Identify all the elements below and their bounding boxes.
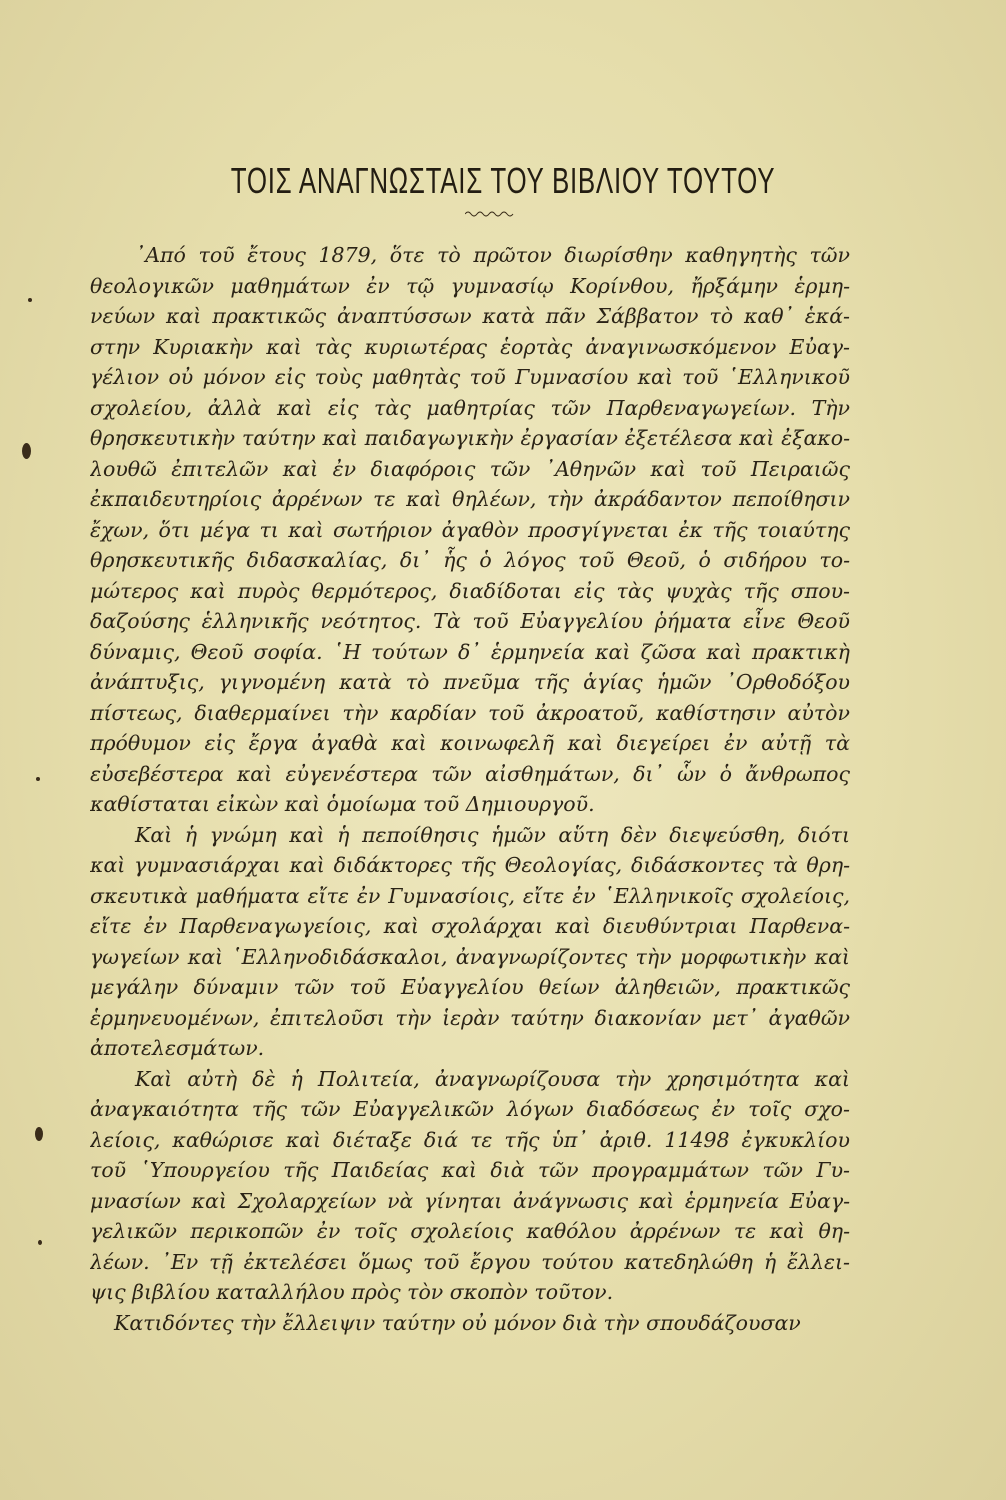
text-line: γελικῶν περικοπῶν ἐν τοῖς σχολείοις καθόλου ἀρρένων τε καὶ θη- — [90, 1219, 850, 1243]
text-line: εἴτε ἐν Παρθεναγωγείοις, καὶ σχολάρχαι καὶ διευθύντριαι Παρθενα- — [90, 914, 850, 938]
margin-ink-spot — [38, 1240, 42, 1245]
text-line: ἀποτελεσμάτων. — [90, 1036, 265, 1060]
text-line: ἐκπαιδευτηρίοις ἀρρένων τε καὶ θηλέων, τὴν ἀκράδαντον πεποίθησιν — [90, 487, 850, 511]
text-line: νεύων καὶ πρακτικῶς ἀναπτύσσων κατὰ πᾶν Σάββατον τὸ καθ᾿ ἑκά- — [90, 304, 850, 328]
text-line: πίστεως, διαθερμαίνει τὴν καρδίαν τοῦ ἀκροατοῦ, καθίστησιν αὐτὸν — [90, 700, 850, 725]
text-line: γέλιον οὐ μόνον εἰς τοὺς μαθητὰς τοῦ Γυμνασίου καὶ τοῦ ῾Ελληνικοῦ — [90, 365, 850, 389]
margin-ink-spot — [36, 777, 40, 781]
text-line: γωγείων καὶ ῾Ελληνοδιδάσκαλοι, ἀναγνωρίζοντες τὴν μορφωτικὴν καὶ — [90, 944, 850, 969]
text-line: ἔχων, ὅτι μέγα τι καὶ σωτήριον ἀγαθὸν προσγίγνεται ἐκ τῆς τοιαύτης — [90, 517, 850, 542]
text-line: θεολογικῶν μαθημάτων ἐν τῷ γυμνασίῳ Κορίνθου, ἤρξάμην ἑρμη- — [90, 273, 850, 298]
text-line: δαζούσης ἑλληνικῆς νεότητος. Τὰ τοῦ Εὐαγγελίου ῥήματα εἶνε Θεοῦ — [90, 609, 850, 633]
text-line: ἀνάπτυξις, γιγνομένη κατὰ τὸ πνεῦμα τῆς ἁγίας ἡμῶν ᾿Ορθοδόξου — [90, 670, 850, 694]
text-line: σχολείου, ἀλλὰ καὶ εἰς τὰς μαθητρίας τῶν Παρθεναγωγείων. Τὴν — [90, 395, 850, 420]
text-line: Κατιδόντες τὴν ἔλλειψιν ταύτην οὐ μόνον διὰ τὴν σπουδάζουσαν — [114, 1310, 801, 1335]
title-ornament — [465, 210, 515, 218]
text-line: εὐσεβέστερα καὶ εὐγενέστερα τῶν αἰσθημάτων, δι᾿ ὧν ὁ ἄνθρωπος — [90, 761, 850, 786]
text-line: ἑρμηνευομένων, ἐπιτελοῦσι τὴν ἱερὰν ταύτην διακονίαν μετ᾿ ἀγαθῶν — [90, 1005, 850, 1030]
paragraph — [90, 1064, 850, 1308]
paragraph — [90, 1308, 850, 1339]
text-line: πρόθυμον εἰς ἔργα ἀγαθὰ καὶ κοινωφελῆ καὶ διεγείρει ἐν αὐτῇ τὰ — [90, 731, 850, 755]
text-line: μώτερος καὶ πυρὸς θερμότερος, διαδίδοται εἰς τὰς ψυχὰς τῆς σπου- — [90, 578, 850, 603]
text-line: λουθῶ ἐπιτελῶν καὶ ἐν διαφόροις τῶν ᾿Αθηνῶν καὶ τοῦ Πειραιῶς — [90, 456, 850, 481]
text-line: ψις βιβλίου καταλλήλου πρὸς τὸν σκοπὸν τοῦτον. — [90, 1280, 614, 1304]
body-text — [90, 240, 850, 1338]
paragraph — [90, 240, 850, 820]
text-line: ᾿Από τοῦ ἔτους 1879, ὅτε τὸ πρῶτον διωρίσθην καθηγητὴς τῶν — [135, 243, 850, 267]
text-line: στην Κυριακὴν καὶ τὰς κυριωτέρας ἑορτὰς ἀναγινωσκόμενον Εὐαγ- — [90, 334, 850, 359]
text-line: Καὶ αὐτὴ δὲ ἡ Πολιτεία, ἀναγνωρίζουσα τὴν χρησιμότητα καὶ — [135, 1066, 850, 1091]
margin-ink-spot — [22, 443, 31, 459]
text-line: καθίσταται εἰκὼν καὶ ὁμοίωμα τοῦ Δημιουργοῦ. — [90, 792, 595, 816]
text-line: μνασίων καὶ Σχολαρχείων νὰ γίνηται ἀνάγνωσις καὶ ἑρμηνεία Εὐαγ- — [90, 1188, 850, 1213]
text-line: θρησκευτικὴν ταύτην καὶ παιδαγωγικὴν ἐργασίαν ἐξετέλεσα καὶ ἐξακο- — [90, 426, 850, 450]
text-line: δύναμις, Θεοῦ σοφία. ῾Η τούτων δ᾿ ἑρμηνεία καὶ ζῶσα καὶ πρακτικὴ — [90, 639, 850, 664]
text-line: Καὶ ἡ γνώμη καὶ ἡ πεποίθησις ἡμῶν αὕτη δὲν διεψεύσθη, διότι — [135, 822, 850, 847]
page-title: ΤΟΙΣ ΑΝΑΓΝΩΣΤΑΙΣ ΤΟΥ ΒΙΒΛΙΟΥ ΤΟΥΤΟΥ — [230, 160, 776, 201]
text-line: θρησκευτικῆς διδασκαλίας, δι᾿ ἧς ὁ λόγος τοῦ Θεοῦ, ὁ σιδήρου το- — [90, 548, 850, 572]
paragraph — [90, 820, 850, 1064]
margin-ink-spot — [35, 1127, 43, 1141]
text-line: καὶ γυμνασιάρχαι καὶ διδάκτορες τῆς Θεολογίας, διδάσκοντες τὰ θρη- — [90, 853, 850, 877]
margin-ink-spot — [28, 298, 32, 302]
text-line: μεγάλην δύναμιν τῶν τοῦ Εὐαγγελίου θείων ἀληθειῶν, πρακτικῶς — [90, 975, 850, 999]
text-line: τοῦ ῾Υπουργείου τῆς Παιδείας καὶ διὰ τῶν προγραμμάτων τῶν Γυ- — [90, 1158, 850, 1182]
text-line: λέων. ᾿Εν τῇ ἐκτελέσει ὅμως τοῦ ἔργου τούτου κατεδηλώθη ἡ ἔλλει- — [90, 1249, 850, 1274]
text-line: σκευτικὰ μαθήματα εἴτε ἐν Γυμνασίοις, εἴτε ἐν ῾Ελληνικοῖς σχολείοις, — [90, 883, 850, 908]
text-line: λείοις, καθώρισε καὶ διέταξε διά τε τῆς ὑπ᾿ ἀριθ. 11498 ἐγκυκλίου — [90, 1127, 850, 1152]
text-line: ἀναγκαιότητα τῆς τῶν Εὐαγγελικῶν λόγων διαδόσεως ἐν τοῖς σχο- — [90, 1097, 850, 1121]
